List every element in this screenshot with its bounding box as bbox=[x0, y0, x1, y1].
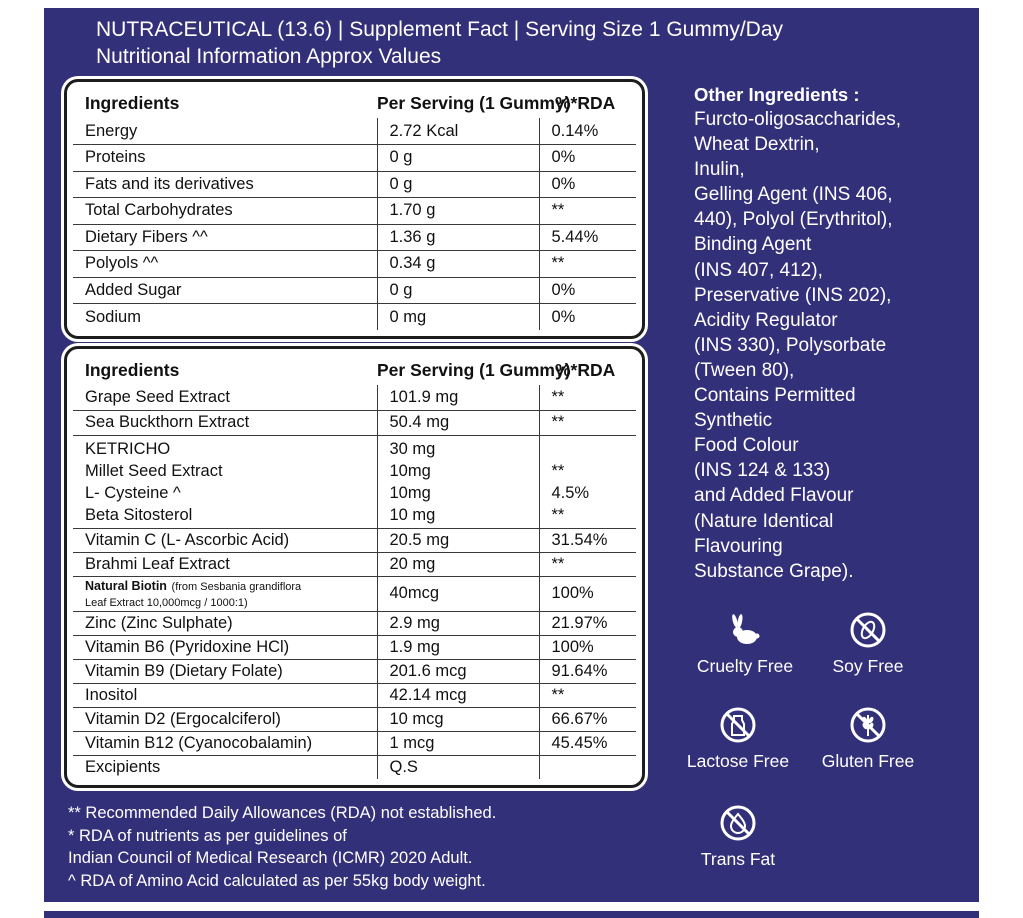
no-soy-icon bbox=[850, 612, 886, 648]
table-row bbox=[73, 731, 636, 755]
cell-rda: 100% bbox=[539, 635, 636, 659]
table-row bbox=[73, 385, 636, 410]
rabbit-icon bbox=[727, 612, 763, 648]
other-ingredient-line: 440), Polyol (Erythritol), bbox=[694, 209, 893, 231]
cell-ingredient: Energy bbox=[73, 118, 377, 145]
supplement-table bbox=[64, 346, 645, 788]
cell-ingredient: Total Carbohydrates bbox=[73, 198, 377, 225]
cell-ingredient-group bbox=[73, 435, 377, 528]
cell-ingredient: Inositol bbox=[73, 683, 377, 707]
header-line-1: NUTRACEUTICAL (13.6) | Supplement Fact | Serving Size 1 Gummy/Day bbox=[96, 18, 784, 41]
no-milk-icon bbox=[720, 707, 756, 743]
other-ingredient-line: Synthetic bbox=[694, 410, 773, 432]
footnote: ^ RDA of Amino Acid calculated as per 55kg body weight. bbox=[68, 871, 486, 890]
cell-rda: 100% bbox=[539, 576, 636, 611]
cell-amount: 2.72 Kcal bbox=[377, 118, 539, 145]
footnote: * RDA of nutrients as per guidelines of bbox=[68, 826, 347, 845]
table-row bbox=[73, 659, 636, 683]
cell-rda: 91.64% bbox=[539, 659, 636, 683]
cell-ingredient: Added Sugar bbox=[73, 277, 377, 304]
cell-ingredient: Vitamin B6 (Pyridoxine HCl) bbox=[73, 635, 377, 659]
biotin-source: (from Sesbania grandiflora bbox=[171, 580, 302, 593]
cell-ingredient: Brahmi Leaf Extract bbox=[73, 552, 377, 576]
cell-rda: 21.97% bbox=[539, 611, 636, 635]
cell-amount: 2.9 mg bbox=[377, 611, 539, 635]
cell-amount: 20.5 mg bbox=[377, 528, 539, 552]
cell-ingredient: Sodium bbox=[73, 304, 377, 331]
cell-rda: 5.44% bbox=[539, 224, 636, 251]
group-ingredient: L- Cysteine ^ bbox=[85, 483, 181, 502]
other-ingredient-line: Inulin, bbox=[694, 159, 745, 181]
other-ingredients bbox=[694, 82, 964, 584]
cell-amount: 0 g bbox=[377, 171, 539, 198]
col-header-rda: %*RDA bbox=[555, 359, 616, 380]
table-row bbox=[73, 683, 636, 707]
badge-label: Lactose Free bbox=[686, 751, 790, 771]
badge-label: Soy Free bbox=[832, 656, 904, 676]
cell-amount-group bbox=[377, 435, 539, 528]
badge-lactose-free bbox=[668, 707, 808, 772]
other-ingredient-line: Preservative (INS 202), bbox=[694, 284, 892, 306]
badge-label: Trans Fat bbox=[700, 849, 776, 869]
table-row bbox=[73, 145, 636, 172]
col-header-per-serving: Per Serving (1 Gummy) bbox=[377, 92, 571, 113]
cell-rda: ** bbox=[539, 251, 636, 278]
group-rda: 4.5% bbox=[551, 483, 590, 502]
table-row-group bbox=[73, 435, 636, 528]
group-ingredient: KETRICHO bbox=[85, 439, 171, 458]
cell-rda: ** bbox=[539, 683, 636, 707]
cell-amount: 20 mg bbox=[377, 552, 539, 576]
other-ingredient-line: Binding Agent bbox=[694, 234, 812, 256]
table-row bbox=[73, 224, 636, 251]
cell-rda: 0% bbox=[539, 145, 636, 172]
other-ingredient-line: Acidity Regulator bbox=[694, 309, 838, 331]
cell-ingredient: Vitamin B12 (Cyanocobalamin) bbox=[73, 731, 377, 755]
biotin-name: Natural Biotin bbox=[85, 578, 167, 593]
table-row-biotin bbox=[73, 576, 636, 611]
footnote: ** Recommended Daily Allowances (RDA) not established. bbox=[68, 804, 497, 822]
cell-amount: 101.9 mg bbox=[377, 385, 539, 410]
other-ingredients-title: Other Ingredients : bbox=[694, 84, 860, 105]
cell-ingredient-biotin bbox=[73, 576, 377, 611]
cell-rda: 0% bbox=[539, 171, 636, 198]
cell-rda: ** bbox=[539, 198, 636, 225]
footnotes bbox=[68, 802, 496, 892]
other-ingredient-line: (INS 330), Polysorbate bbox=[694, 334, 887, 356]
table-row bbox=[73, 198, 636, 225]
cell-amount: 50.4 mg bbox=[377, 410, 539, 435]
no-trans-fat-icon bbox=[720, 805, 756, 841]
group-ingredient: Beta Sitosterol bbox=[85, 505, 193, 524]
table-row bbox=[73, 277, 636, 304]
badge-label: Cruelty Free bbox=[696, 656, 794, 676]
cell-ingredient: Proteins bbox=[73, 145, 377, 172]
group-rda bbox=[552, 438, 637, 460]
col-header-per-serving: Per Serving (1 Gummy) bbox=[377, 359, 571, 380]
cell-rda: 0% bbox=[539, 277, 636, 304]
other-ingredient-line: Contains Permitted bbox=[694, 385, 856, 407]
table-row bbox=[73, 552, 636, 576]
cell-rda bbox=[539, 755, 636, 779]
col-header-ingredients: Ingredients bbox=[85, 359, 180, 380]
cell-amount: 201.6 mcg bbox=[377, 659, 539, 683]
cell-rda-group bbox=[539, 435, 636, 528]
footnote: Indian Council of Medical Research (ICMR) 2020 Adult. bbox=[68, 849, 473, 867]
cell-ingredient: Fats and its derivatives bbox=[73, 171, 377, 198]
other-ingredient-line: Gelling Agent (INS 406, bbox=[694, 184, 893, 206]
cell-ingredient: Zinc (Zinc Sulphate) bbox=[73, 611, 377, 635]
cell-ingredient: Dietary Fibers ^^ bbox=[73, 224, 377, 251]
cell-ingredient: Sea Buckthorn Extract bbox=[73, 410, 377, 435]
header-line-2: Nutritional Information Approx Values bbox=[96, 45, 442, 68]
badge-trans-fat bbox=[668, 805, 808, 870]
cell-amount: 0 g bbox=[377, 145, 539, 172]
cell-ingredient: Polyols ^^ bbox=[73, 251, 377, 278]
cell-amount: 1.9 mg bbox=[377, 635, 539, 659]
group-amount: 10mg bbox=[389, 483, 431, 502]
cell-amount: 0.34 g bbox=[377, 251, 539, 278]
cell-amount: 0 mg bbox=[377, 304, 539, 331]
cell-rda: 0.14% bbox=[539, 118, 636, 145]
cell-rda: 0% bbox=[539, 304, 636, 331]
table-row bbox=[73, 251, 636, 278]
other-ingredient-line: Wheat Dextrin, bbox=[694, 134, 820, 156]
cell-amount: 1 mcg bbox=[377, 731, 539, 755]
bottom-bar bbox=[44, 911, 979, 918]
table-row bbox=[73, 635, 636, 659]
badge-gluten-free bbox=[798, 707, 938, 772]
other-ingredient-line: Flavouring bbox=[694, 535, 783, 557]
col-header-rda: %*RDA bbox=[555, 92, 616, 113]
cell-amount: 1.36 g bbox=[377, 224, 539, 251]
cell-amount: 42.14 mcg bbox=[377, 683, 539, 707]
cell-amount: 0 g bbox=[377, 277, 539, 304]
nutrition-table bbox=[64, 79, 645, 339]
table-row bbox=[73, 755, 636, 779]
other-ingredient-line: (Tween 80), bbox=[694, 359, 795, 381]
table-row bbox=[73, 304, 636, 331]
badge-label: Gluten Free bbox=[821, 751, 915, 771]
biotin-source-2: Leaf Extract 10,000mcg / 1000:1) bbox=[85, 596, 248, 609]
cell-rda: ** bbox=[539, 385, 636, 410]
table-row bbox=[73, 118, 636, 145]
other-ingredient-line: Furcto-oligosaccharides, bbox=[694, 109, 901, 130]
cell-ingredient: Vitamin B9 (Dietary Folate) bbox=[73, 659, 377, 683]
page-header bbox=[96, 16, 783, 70]
other-ingredients-list bbox=[694, 107, 964, 584]
table-row bbox=[73, 707, 636, 731]
cell-amount: Q.S bbox=[377, 755, 539, 779]
cell-rda: 45.45% bbox=[539, 731, 636, 755]
no-wheat-icon bbox=[850, 707, 886, 743]
cell-rda: 31.54% bbox=[539, 528, 636, 552]
cell-ingredient: Vitamin C (L- Ascorbic Acid) bbox=[73, 528, 377, 552]
table-row bbox=[73, 171, 636, 198]
table-row bbox=[73, 528, 636, 552]
group-rda: ** bbox=[551, 461, 565, 480]
cell-ingredient: Vitamin D2 (Ergocalciferol) bbox=[73, 707, 377, 731]
other-ingredient-line: Food Colour bbox=[694, 435, 799, 457]
other-ingredient-line: and Added Flavour bbox=[694, 485, 854, 507]
group-ingredient: Millet Seed Extract bbox=[85, 461, 223, 480]
cell-amount: 10 mcg bbox=[377, 707, 539, 731]
other-ingredient-line: (INS 124 & 133) bbox=[694, 460, 831, 482]
table-row bbox=[73, 611, 636, 635]
other-ingredient-line: (INS 407, 412), bbox=[694, 259, 823, 281]
cell-amount: 1.70 g bbox=[377, 198, 539, 225]
group-amount: 10mg bbox=[389, 461, 431, 480]
table-row bbox=[73, 410, 636, 435]
cell-rda: ** bbox=[539, 552, 636, 576]
cell-rda: ** bbox=[539, 410, 636, 435]
group-rda: ** bbox=[551, 505, 565, 524]
cell-ingredient: Grape Seed Extract bbox=[73, 385, 377, 410]
badge-cruelty-free bbox=[675, 612, 815, 677]
cell-rda: 66.67% bbox=[539, 707, 636, 731]
col-header-ingredients: Ingredients bbox=[85, 92, 180, 113]
group-amount: 30 mg bbox=[389, 439, 436, 458]
cell-ingredient: Excipients bbox=[73, 755, 377, 779]
other-ingredient-line: (Nature Identical bbox=[694, 510, 834, 532]
badge-soy-free bbox=[798, 612, 938, 677]
cell-amount: 40mcg bbox=[377, 576, 539, 611]
group-amount: 10 mg bbox=[389, 505, 436, 524]
other-ingredient-line: Substance Grape). bbox=[694, 560, 854, 582]
